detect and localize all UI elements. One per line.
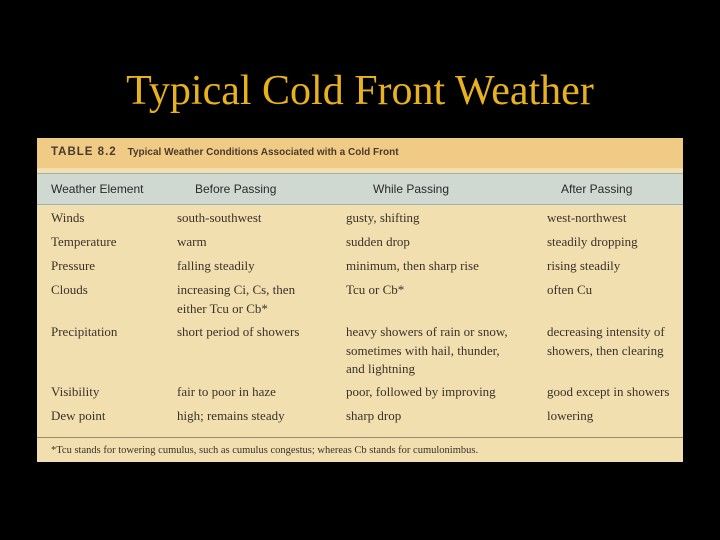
- column-header-while-passing: While Passing: [373, 182, 450, 196]
- cell-line: sharp drop: [346, 408, 402, 423]
- weather-element-cell: [51, 383, 99, 402]
- before-passing-cell: [177, 281, 295, 318]
- after-passing-cell: [547, 383, 669, 402]
- cell-line: warm: [177, 234, 207, 249]
- after-passing-cell: [547, 407, 593, 426]
- cell-line: Precipitation: [51, 324, 118, 339]
- cell-line: sometimes with hail, thunder,: [346, 342, 500, 358]
- cell-line: heavy showers of rain or snow,: [346, 324, 508, 339]
- while-passing-cell: [346, 233, 410, 252]
- table-header-row: [37, 173, 683, 205]
- after-passing-cell: [547, 281, 592, 300]
- table-title: Typical Weather Conditions Associated with a Cold Front: [127, 147, 399, 158]
- column-header-after-passing: After Passing: [561, 182, 633, 196]
- weather-element-cell: [51, 233, 117, 252]
- footnote-divider: [37, 437, 683, 438]
- weather-element-cell: [51, 323, 117, 342]
- cell-line: lowering: [547, 408, 594, 423]
- before-passing-cell: [177, 233, 207, 252]
- cell-line: either Tcu or Cb*: [177, 300, 268, 316]
- slide-title: Typical Cold Front Weather: [126, 68, 594, 114]
- cell-line: fair to poor in haze: [177, 384, 276, 399]
- table-caption: [37, 138, 683, 168]
- cell-line: Dew point: [51, 408, 106, 423]
- cell-line: south-southwest: [177, 210, 262, 225]
- cell-line: Temperature: [51, 234, 117, 249]
- cell-line: west-northwest: [547, 210, 627, 225]
- cell-line: Visibility: [51, 384, 100, 399]
- before-passing-cell: [177, 257, 255, 276]
- cell-line: Pressure: [51, 258, 96, 273]
- before-passing-cell: [177, 407, 285, 426]
- weather-element-cell: [51, 407, 106, 426]
- cell-line: Winds: [51, 210, 85, 225]
- table-number: TABLE 8.2: [51, 146, 117, 158]
- before-passing-cell: [177, 209, 262, 228]
- before-passing-cell: [177, 383, 276, 402]
- cell-line: falling steadily: [177, 258, 255, 273]
- column-header-before-passing: Before Passing: [195, 182, 277, 196]
- cell-line: poor, followed by improving: [346, 384, 496, 399]
- cell-line: sudden drop: [346, 234, 410, 249]
- weather-table: [37, 138, 683, 462]
- cell-line: good except in showers: [547, 384, 670, 399]
- cell-line: rising steadily: [547, 258, 621, 273]
- weather-element-cell: [51, 257, 95, 276]
- while-passing-cell: [346, 257, 479, 276]
- while-passing-cell: [346, 407, 401, 426]
- while-passing-cell: [346, 209, 420, 228]
- cell-line: decreasing intensity of: [547, 324, 665, 339]
- weather-element-cell: [51, 281, 88, 300]
- cell-line: Tcu or Cb*: [346, 282, 405, 297]
- cell-line: short period of showers: [177, 324, 300, 339]
- after-passing-cell: [547, 233, 638, 252]
- while-passing-cell: [346, 323, 508, 379]
- cell-line: Clouds: [51, 282, 88, 297]
- cell-line: showers, then clearing: [547, 342, 664, 358]
- cell-line: steadily dropping: [547, 234, 638, 249]
- table-footnote: *Tcu stands for towering cumulus, such as cumulus congestus; whereas Cb stands for cumulonimbus.: [51, 445, 479, 456]
- cell-line: often Cu: [547, 282, 593, 297]
- column-header-weather-element: Weather Element: [51, 182, 144, 196]
- cell-line: minimum, then sharp rise: [346, 258, 479, 273]
- before-passing-cell: [177, 323, 299, 342]
- after-passing-cell: [547, 209, 626, 228]
- after-passing-cell: [547, 323, 665, 360]
- cell-line: and lightning: [346, 361, 415, 376]
- after-passing-cell: [547, 257, 620, 276]
- weather-element-cell: [51, 209, 84, 228]
- cell-line: increasing Ci, Cs, then: [177, 282, 296, 297]
- while-passing-cell: [346, 383, 496, 402]
- while-passing-cell: [346, 281, 404, 300]
- cell-line: gusty, shifting: [346, 210, 420, 225]
- cell-line: high; remains steady: [177, 408, 285, 423]
